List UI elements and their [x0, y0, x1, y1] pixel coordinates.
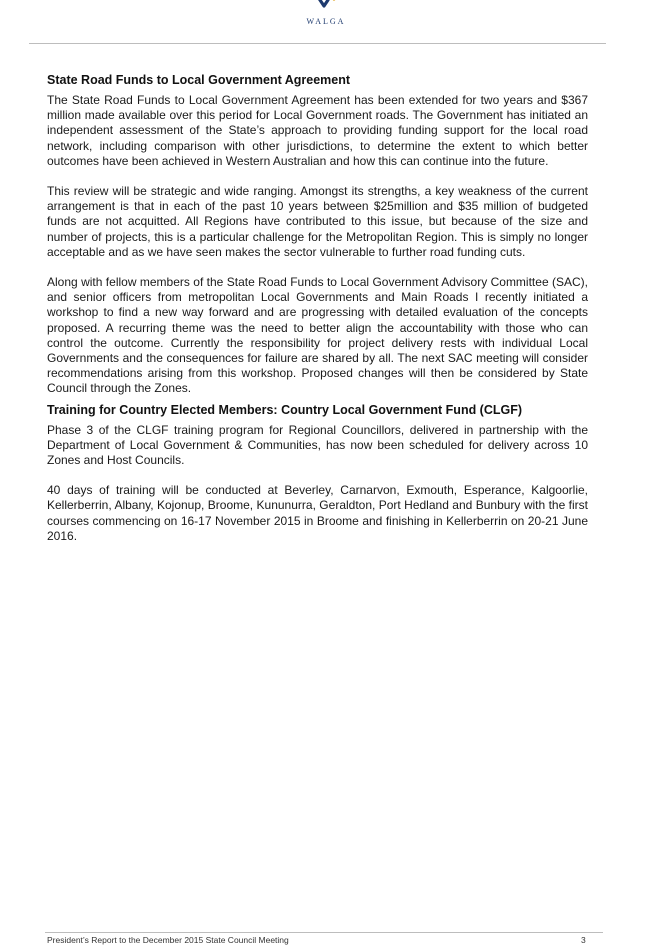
paragraph: 40 days of training will be conducted at Beverley, Carnarvon, Exmouth, Esperance, Kalgoorlie, Kellerberrin, Albany, Kojonup, Broome, Kununurra, Geraldton, Port Hedland and Bunbury with the first courses commencing on 16-17 November 2015 in Broome and finishing in Kellerberrin on 20-21 June 2016.	[47, 483, 588, 543]
paragraph: This review will be strategic and wide ranging. Amongst its strengths, a key weakness of the current arrangement is that in each of the past 10 years between $25million and $35 million of budgeted funds are not acquitted. All Regions have contributed to this issue, but because of the size and number of projects, this is a particular challenge for the Metropolitan Region. This is simply no longer acceptable and as we have seen makes the sector vulnerable to further road funding cuts.	[47, 184, 588, 259]
section-heading: State Road Funds to Local Government Agreement	[47, 73, 351, 87]
paragraph: The State Road Funds to Local Government Agreement has been extended for two years and $367 million made available over this period for Local Government roads. The Government has initiated an independent assessment of the State’s approach to providing funding support for the local road network, including comparison with other jurisdictions, to determine the extent to which better outcomes have been achieved in Western Australian and how this can continue into the future.	[47, 93, 588, 168]
section-heading: Training for Country Elected Members: Country Local Government Fund (CLGF)	[47, 402, 523, 417]
walga-logo	[300, 0, 352, 38]
logo-wordmark: WALGA	[306, 17, 346, 26]
paragraph: Along with fellow members of the State Road Funds to Local Government Advisory Committee (SAC), and senior officers from metropolitan Local Governments and Main Roads I recently initiated a workshop to find a new way forward and are progressing with detailed evaluation of the concepts proposed. A recurring theme was the need to better align the accountability with those who can control the outcome. Currently the responsibility for project delivery rests with individual Local Governments and the consequences for failure are shared by all. The next SAC meeting will consider recommendations arising from this workshop. Proposed changes will then be considered by State Council through the Zones.	[47, 275, 588, 396]
page-number: 3	[581, 935, 586, 945]
paragraph: Phase 3 of the CLGF training program for Regional Councillors, delivered in partnership with the Department of Local Government & Communities, has now been scheduled for delivery across 10 Zones and Host Councils.	[47, 422, 588, 468]
section-clgf-training	[47, 403, 588, 544]
walga-logo-icon	[312, 0, 340, 8]
header-divider	[29, 43, 606, 44]
footer-divider	[45, 932, 603, 933]
footer-title: President’s Report to the December 2015 State Council Meeting	[47, 935, 289, 945]
section-state-road-funds	[47, 73, 588, 397]
page-header	[0, 0, 652, 44]
report-body	[47, 73, 588, 559]
